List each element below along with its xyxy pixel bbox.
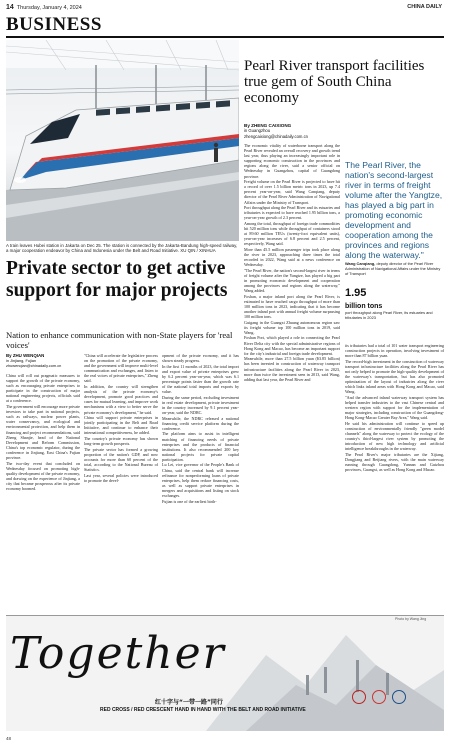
high-speed-train-illustration: [6, 40, 239, 241]
section-title: BUSINESS: [6, 14, 102, 35]
pull-quote-source: [345, 262, 444, 277]
byline-email: zhuwenqian@chinadaily.com.cn: [6, 363, 62, 368]
paragraph: He said his administration will continue to speed up construction of environmentally friendly "green model channels" along the waterway to protect the ecology of the country's third-largest river system by promoting the introduction of new high technology and artificial intelligence breakthroughs in the waterway.: [345, 420, 444, 452]
pull-quote: The Pearl River, the nation's second-largest river in terms of freight volume after the Yangtze, has played a big part in promoting economic development and cooperation among the provinces and regions along the waterway.": [345, 160, 443, 260]
footer-page-number: 48: [6, 736, 12, 741]
paragraph: Guigang in the Guangxi Zhuang autonomous region saw its freight volume top 100 million tons in 2019, said Wang.: [244, 319, 340, 335]
paragraph: During the same period, excluding investment in real estate development, private investment in the country increased by 9.1 percent year-on-year, said the NDRC.: [162, 394, 239, 416]
paragraph: Foshan Port, which played a role in connecting the Pearl River Delta city with the special administrative regions of Hong Kong and Macao, has become an important support for the city's industrial and foreign trade development.: [244, 335, 340, 356]
paragraph: China will support private enterprises in jointly participating in the Belt and Road Initiative, and continue to enhance their international competitiveness, he added.: [84, 415, 158, 436]
main-article-byline: [6, 353, 76, 368]
key-figure-unit: billion tons: [345, 303, 383, 310]
paragraph: Foshan, a major inland port along the Pearl River, is estimated to have reached cargo throughput of more than 100 million tons in 2023, indicating that it has become another inland port with annual freight volume surpassing 100 million tons.: [244, 293, 340, 320]
right-article-column-2: [345, 343, 444, 613]
paragraph: Last year, several policies were introduced to promote the devel-: [84, 472, 158, 483]
right-article-headline: Pearl River transport facilities true gem of South China economy: [244, 58, 425, 106]
paragraph: Freight volume on the Pearl River is projected to have hit a record of over 1.5 billion metric tons in 2023, up 7.4 percent year-on-year, said Wang Canqiang, deputy director of the Pearl River Administration of Navigational Affairs under the Ministry of Transport.: [244, 179, 340, 205]
paragraph: More than 45.5 million passenger trips took place along the river in 2023, approaching three times the total recorded in 2022, Wang said at a news conference on Wednesday.: [244, 246, 340, 268]
byline-email: zhengcaixiong@chinadaily.com.cn: [244, 133, 308, 139]
ad-divider: [6, 615, 444, 616]
ad-word: Together: [10, 628, 226, 679]
ad-chinese-slogan: 红十字与“一带一路”同行: [155, 699, 223, 706]
paragraph: The economic vitality of waterborne transport along the Pearl River revealed an overall recovery and growth trend last year, thus playing an increasingly important role in supporting economic construction in the provinces and regions along the river, said a senior official on Wednesday in Guangzhou, capital of Guangdong province.: [244, 143, 340, 179]
china-daily-logo-icon: [392, 690, 406, 704]
paper-name: CHINA DAILY: [407, 4, 442, 10]
main-article-headline: Private sector to get active support for major projects: [6, 258, 228, 301]
quote-name: Wang Canqiang,: [345, 261, 376, 266]
main-article-subhead: Nation to enhance communication with non-State players for 'real voices': [6, 330, 233, 350]
paragraph: Meanwhile, the NDRC released a national financing credit service platform during the conference.: [162, 415, 239, 431]
page-header: [6, 4, 82, 11]
ad-photo-credit: Photo by Wang Jing: [395, 617, 427, 621]
key-figure-value: 1.95: [345, 287, 367, 299]
issue-date: Thursday, January 4, 2024: [16, 5, 82, 11]
main-article-column-2: [84, 353, 158, 613]
ad-english-slogan: RED CROSS / RED CRESCENT HAND IN HAND WITH THE BELT AND ROAD INITIATIVE: [100, 707, 306, 713]
main-article-column-3: [162, 353, 239, 613]
paragraph: "The Pearl River, the nation's second-largest river in terms of freight volume after the Yangtze, has played a big part in promoting economic development and cooperation among the provinces and regions along the waterway," Wang added.: [244, 267, 340, 294]
byline-place: in Guangzhou: [244, 128, 271, 134]
paragraph: The government will encourage more private investors to take part in national projects, such as railways, nuclear power plants, water conservancy, and ecological and environmental protection, and help them in financing and project recommendations, said Zheng Shanjie, head of the National Development and Reform Commission, China's top economic regulator, during the conference in Jinjiang, East China's Fujian province.: [6, 404, 80, 460]
paragraph: The record-high investment in the construction of waterway transport infrastructure facilities along the Pearl River has not only helped to promote the high-quality development of the waterway's transportation, but has also promoted optimization of the layout of industries along the river which links inland areas with Hong Kong and Macao, said Wang.: [345, 358, 444, 395]
byline-name: By ZHENG CAIXIONG: [244, 123, 292, 128]
main-article-column-1: [6, 373, 80, 613]
byline-place: in Jinjiang, Fujian: [6, 358, 37, 363]
red-cross-logo-icon: [352, 690, 366, 704]
paragraph: Lu Lei, vice governor of the People's Bank of China, said the central bank will increase refinance for nonperforming loans of private enterprises, help them reduce financing costs, as well as support private enterprises in mergers and acquisitions and listing on stock exchanges.: [162, 462, 239, 499]
paragraph: The country's private economy has shown long-term growth prospects.: [84, 436, 158, 447]
paragraph: its tributaries had a total of 101 water transport engineering construction projects in operation, involving investment of more than 87 billion yuan.: [345, 343, 444, 359]
paragraph: Port throughput along the Pearl River and its estuaries and tributaries is expected to have reached 1.95 billion tons, a year-on-year growth of 2.3 percent.: [244, 205, 340, 221]
paragraph: The Pearl River's major tributaries are the Xijiang, Dongjiang and Beijiang rivers, with the main waterway running through Guangdong, Yunnan and Guizhou provinces, Guangxi, as well as Hong Kong and Macao.: [345, 451, 444, 473]
quote-title: deputy director of the Pearl River Administration of Navigational Affairs under the Ministry of Transport: [345, 261, 441, 276]
paragraph: "And the advanced inland waterway transport system has helped transfer industries to the vast Chinese central and western region with support for the implementation of major strategies, including construction of the Guangdong-Hong Kong-Macao Greater Bay Area," Wang said.: [345, 394, 444, 421]
photo-caption: A train leaves Hubei station in Jakarta on Dec 25. The station is connected by the Jakarta-Bandung high-speed railway, a major cooperation endeavor by China and Indonesia under the Belt and Road Initiative. XU QIN / XINHUA: [6, 243, 238, 254]
train-photo: [6, 40, 239, 241]
key-figure-description: port throughput along Pearl River, its estuaries and tributaries in 2023: [345, 310, 433, 320]
byline-name: By ZHU WENQIAN: [6, 353, 45, 358]
right-article-byline: [244, 123, 344, 139]
paragraph: The two-day event that concluded on Wednesday focused on promoting high-quality development of the private economy, and drawing on the experience of Jinjiang, a city that became prosperous after its private economy boomed.: [6, 460, 80, 492]
paragraph: opment of the private economy, and it has shown steady progress.: [162, 353, 239, 364]
paragraph: The platform aims to assist in intelligent matching of financing needs of private enterprises and the products of financial institutions. It also recommended 200 key national projects for private capital participation.: [162, 431, 239, 462]
right-article-column-1: [244, 143, 340, 613]
paragraph: Meanwhile, more than 27.5 billion yuan ($3.85 billion) has been invested in construction of waterway transport infrastructure facilities along the Pearl River in 2023, more than twice the investment seen in 2013, said Wang, adding that last year, the Pearl River and: [244, 356, 340, 382]
paragraph: Among the total, throughput of foreign trade commodities hit 520 million tons while throughput of containers stood at 89.60 million TEUs (twenty-foot equivalent units), year-on-year increases of 6.8 percent and 2.5 percent, respectively, Wang said.: [244, 220, 340, 247]
paragraph: In addition, the country will strengthen analysis of the private economy's development, promote good practices and cases for mutual learning, and improve work mechanisms with a view to better serve the private economy's development," he said.: [84, 384, 158, 415]
red-crescent-logo-icon: [372, 690, 386, 704]
paragraph: Fujian is one of the earliest birth-: [162, 498, 217, 504]
paragraph: China will roll out pragmatic measures to support the growth of the private economy, such as encouraging private enterprises to participate in the construction of major national engineering projects, officials said at a conference.: [6, 373, 80, 404]
section-rule: [6, 36, 444, 38]
page-number: 14: [6, 4, 14, 11]
paragraph: "China will accelerate the legislative process on the promotion of the private economy, and the government will improve multi-level communication and exchanges, and listen to the real voices of private enterprises," Zheng said.: [84, 353, 158, 384]
paragraph: In the first 11 months of 2023, the total import and export value of private enterprises grew by 6.2 percent year-on-year, which was 6.1 percentage points faster than the growth rate of the national total imports and exports by value.: [162, 363, 239, 395]
paragraph: The private sector has formed a growing proportion of the nation's GDP, and now accounts for more than 60 percent of the total, according to the National Bureau of Statistics.: [84, 446, 158, 473]
